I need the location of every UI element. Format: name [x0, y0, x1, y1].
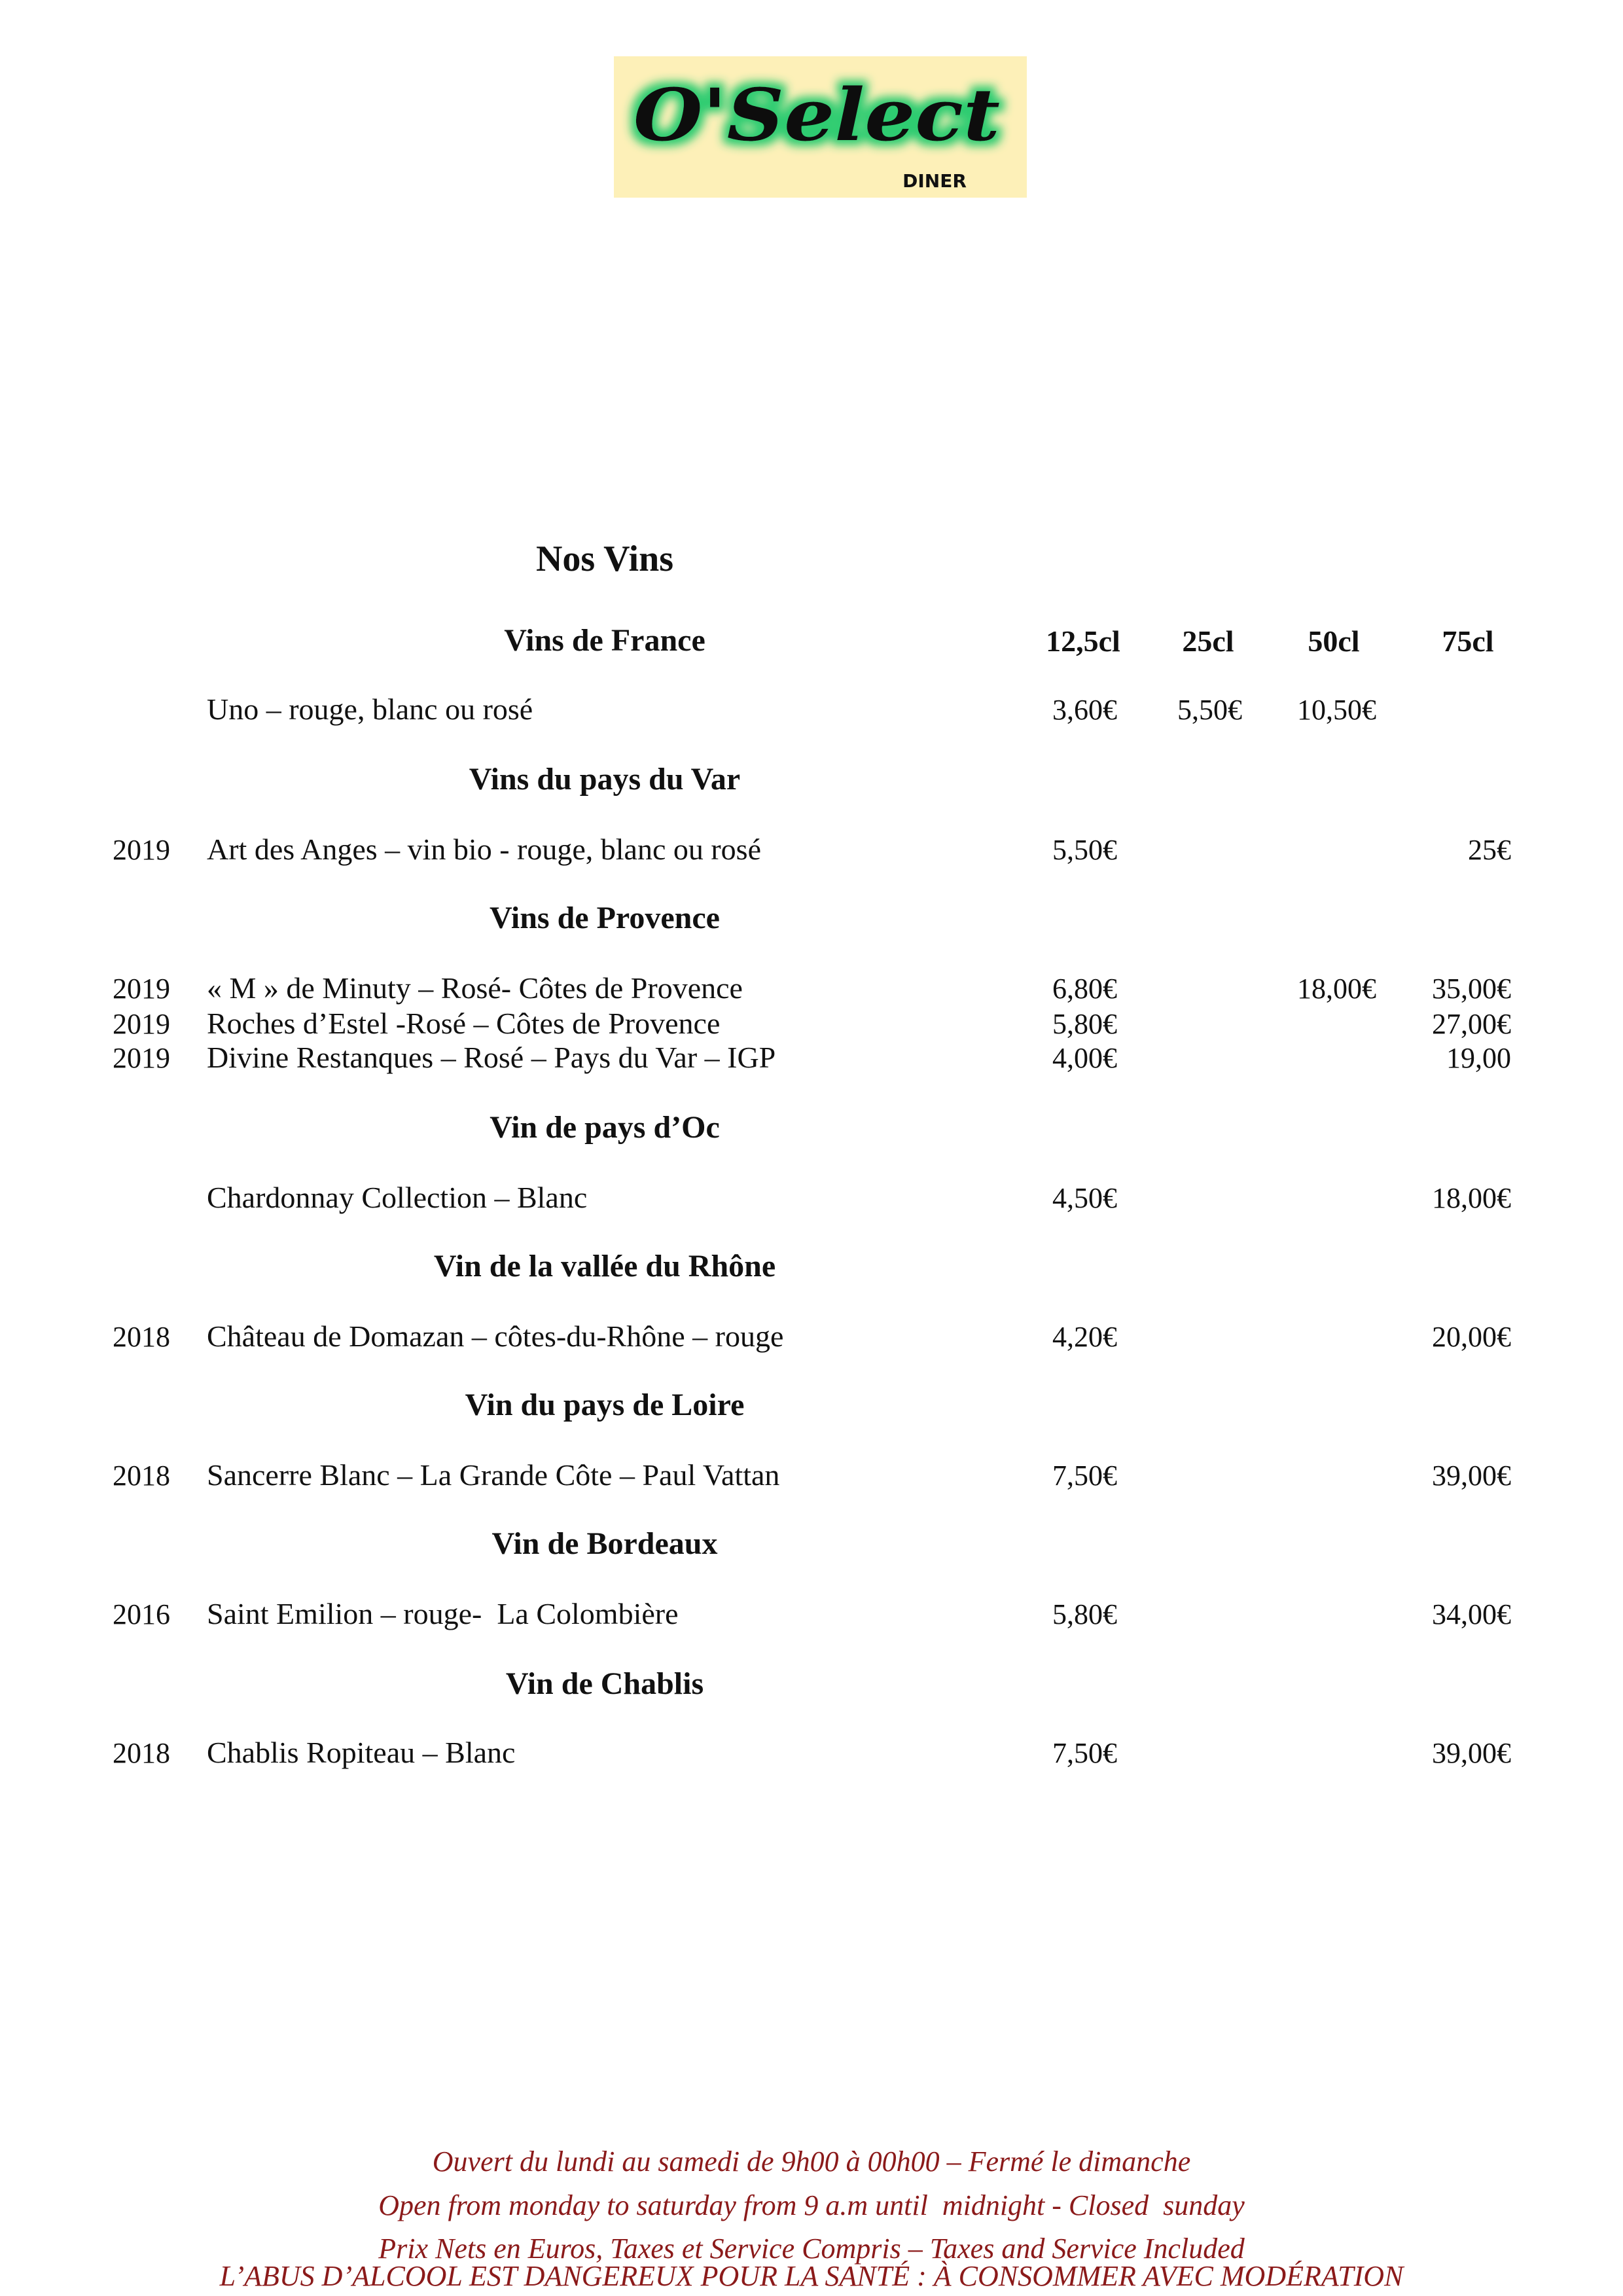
- wine-price: 7,50€: [1052, 1460, 1117, 1492]
- section-heading: Vin de Chablis: [505, 1666, 704, 1701]
- wine-name: Chablis Ropiteau – Blanc: [207, 1736, 516, 1769]
- wine-year: 2019: [113, 973, 170, 1005]
- wine-price: 7,50€: [1052, 1737, 1117, 1769]
- wine-price: 35,00€: [1432, 973, 1511, 1005]
- wine-name: Roches d’Estel -Rosé – Côtes de Provence: [207, 1007, 721, 1040]
- footer-line: Ouvert du lundi au samedi de 9h00 à 00h00 – Fermé le dimanche: [432, 2145, 1191, 2178]
- wine-price: 27,00€: [1432, 1008, 1511, 1040]
- section-heading: Vins du pays du Var: [469, 762, 741, 797]
- section-heading: Vin de la vallée du Rhône: [433, 1249, 776, 1283]
- wine-year: 2016: [113, 1598, 170, 1630]
- logo: [614, 56, 1027, 198]
- wine-name: Uno – rouge, blanc ou rosé: [207, 692, 533, 726]
- column-header: 50cl: [1308, 624, 1360, 658]
- wine-price: 39,00€: [1432, 1460, 1511, 1492]
- wine-name: Sancerre Blanc – La Grande Côte – Paul Vattan: [207, 1458, 780, 1492]
- wine-name: Art des Anges – vin bio - rouge, blanc ou rosé: [207, 833, 762, 866]
- wine-price: 39,00€: [1432, 1737, 1511, 1769]
- wine-price: 6,80€: [1052, 973, 1117, 1005]
- wine-year: 2019: [113, 834, 170, 866]
- section-heading: Vin du pays de Loire: [465, 1388, 745, 1422]
- wine-year: 2019: [113, 1008, 170, 1040]
- wine-price: 18,00€: [1432, 1182, 1511, 1214]
- wine-price: 5,80€: [1052, 1598, 1117, 1630]
- wine-price: 34,00€: [1432, 1598, 1511, 1630]
- section-heading: Vins de Provence: [490, 901, 720, 935]
- wine-price: 20,00€: [1432, 1321, 1511, 1353]
- footer-line: L’ABUS D’ALCOOL EST DANGEREUX POUR LA SANTÉ : À CONSOMMER AVEC MODÉRATION: [219, 2260, 1404, 2292]
- wine-price: 5,50€: [1177, 694, 1242, 726]
- wine-year: 2019: [113, 1042, 170, 1074]
- wine-year: 2018: [113, 1321, 170, 1353]
- wine-price: 4,20€: [1052, 1321, 1117, 1353]
- column-header: 12,5cl: [1046, 624, 1120, 658]
- wine-price: 3,60€: [1052, 694, 1117, 726]
- wine-price: 4,00€: [1052, 1042, 1117, 1074]
- section-heading: Vin de pays d’Oc: [490, 1110, 720, 1145]
- wine-name: « M » de Minuty – Rosé- Côtes de Provence: [207, 971, 743, 1005]
- wine-name: Saint Emilion – rouge- La Colombière: [207, 1597, 679, 1630]
- wine-price: 5,50€: [1052, 834, 1117, 866]
- wine-price: 4,50€: [1052, 1182, 1117, 1214]
- logo-image: [614, 56, 1027, 198]
- wine-year: 2018: [113, 1460, 170, 1492]
- logo-text: O'Select: [633, 73, 1000, 157]
- section-heading: Vin de Bordeaux: [491, 1526, 718, 1561]
- wine-price: 19,00: [1446, 1042, 1511, 1074]
- footer-line: Prix Nets en Euros, Taxes et Service Compris – Taxes and Service Included: [378, 2233, 1245, 2265]
- footer-line: Open from monday to saturday from 9 a.m until midnight - Closed sunday: [378, 2189, 1245, 2221]
- wine-name: Château de Domazan – côtes-du-Rhône – rouge: [207, 1319, 784, 1353]
- wine-name: Chardonnay Collection – Blanc: [207, 1181, 588, 1214]
- wine-price: 25€: [1468, 834, 1511, 866]
- logo-subtext: DINER: [902, 170, 967, 192]
- wine-year: 2018: [113, 1737, 170, 1769]
- wine-price: 10,50€: [1297, 694, 1376, 726]
- page-title: Nos Vins: [535, 539, 674, 579]
- section-heading: Vins de France: [504, 623, 705, 658]
- wine-price: 18,00€: [1297, 973, 1376, 1005]
- column-header: 25cl: [1182, 624, 1234, 658]
- column-header: 75cl: [1442, 624, 1494, 658]
- wine-price: 5,80€: [1052, 1008, 1117, 1040]
- wine-name: Divine Restanques – Rosé – Pays du Var – IGP: [207, 1041, 776, 1074]
